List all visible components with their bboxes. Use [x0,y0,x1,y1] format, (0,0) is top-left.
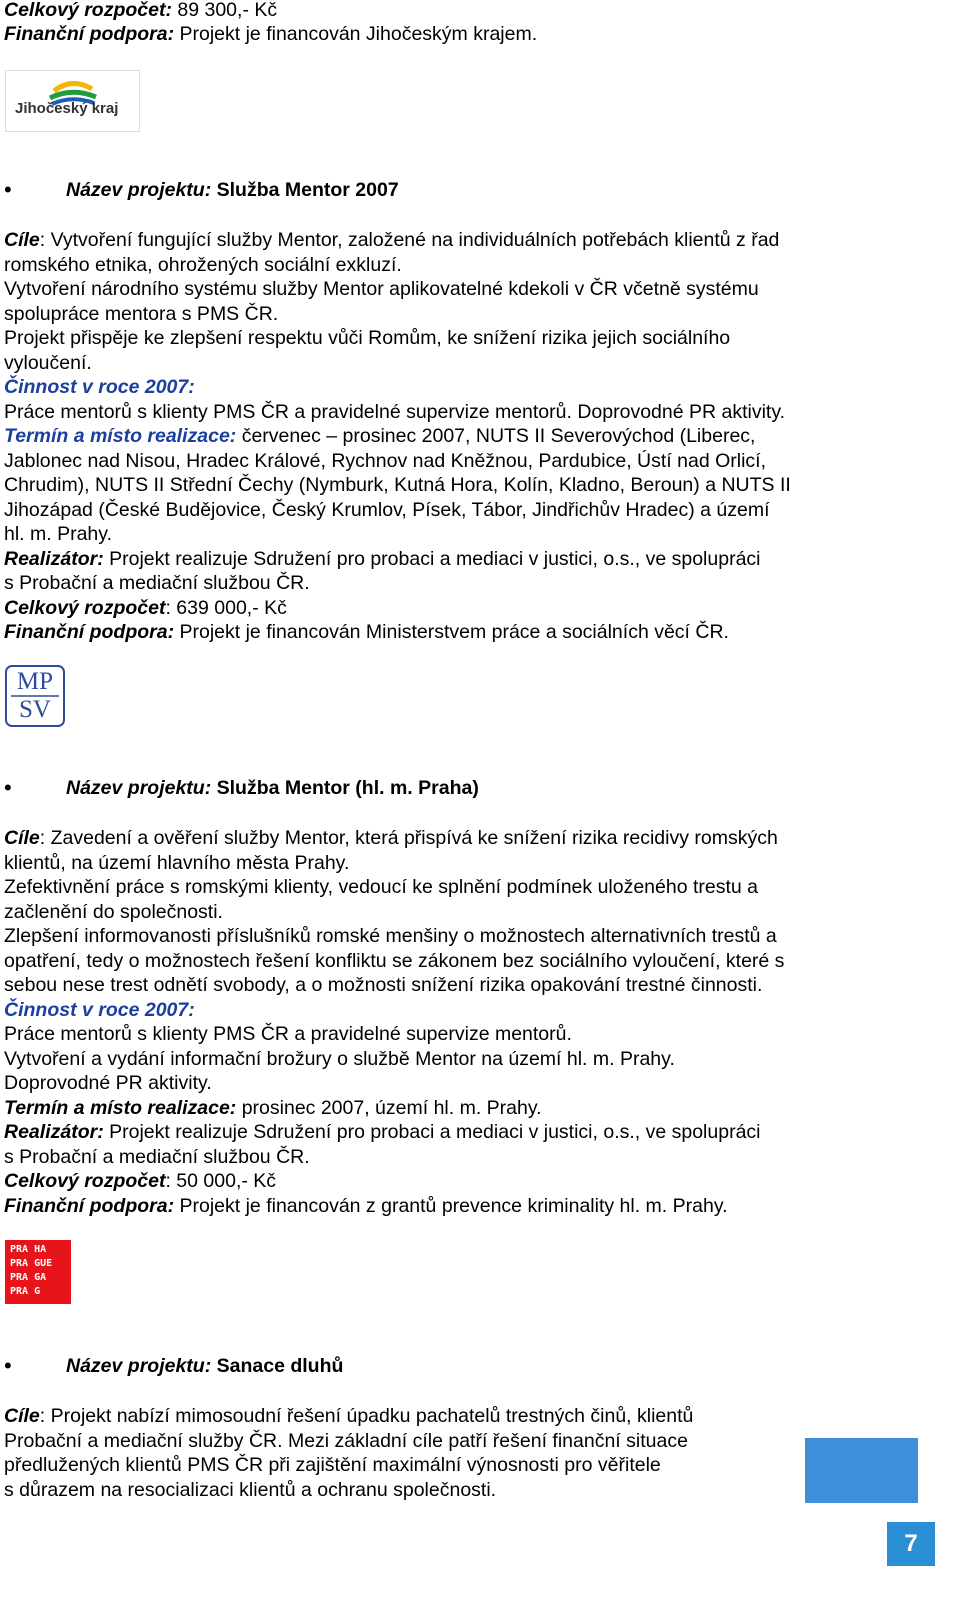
project1-goals: Cíle: Vytvoření fungující služby Mentor, založené na individuálních potřebách klientů z řad [4,229,780,251]
project1-body: Cíle: Vytvoření fungující služby Mentor, založené na individuálních potřebách klientů z řad romského etnika, ohrožených sociální exkluzí. Vytvoření národního systému služby Mentor aplikovatelné kdekoli v ČR včetně systému spolupráce mentora s PMS ČR. Projekt přispěje ke zlepšení respektu vůči Romům, ke snížení rizika jejich sociálního vyloučení. Činnost v roce 2007: Práce mentorů s klienty PMS ČR a pravidelné supervize mentorů. Doprovodné PR aktivity. Termín a místo realizace: červenec – prosinec 2007, NUTS II Severovýchod (Liberec, Jablonec nad Nisou, Hradec Králové, Rychnov nad Kněžnou, Pardubice, Ústí nad Orlicí, Chrudim), NUTS II Střední Čechy (Nymburk, Kutná Hora, Kolín, Kladno, Beroun) a NUTS II Jihozápad (České Budějovice, Český Krumlov, Písek, Tábor, Jindřichův Hradec) a území hl. m. Prahy. Realizátor: Projekt realizuje Sdružení pro probaci a mediaci v justici, o.s., ve spolupráci s Probační a mediační službou ČR. Celkový rozpočet: 639 000,- Kč Finanční podpora: Projekt je financován Ministerstvem práce a sociálních věcí ČR. [4,228,904,645]
page-number: 7 [887,1522,935,1566]
mpsv-logo: MP SV [5,665,65,727]
project2-body: Cíle: Zavedení a ověření služby Mentor, která přispívá ke snížení rizika recidivy romských klientů, na území hlavního města Prahy. Zefektivnění práce s romskými klienty, vedoucí ke splnění podmínek uloženého trestu a začlenění do společnosti. Zlepšení informovanosti příslušníků romské menšiny o možnostech alternativních trestů a opatření, tedy o možnostech řešení konfliktu se zákonem bez sociálního vyloučení, které s sebou nese trest odnětí svobody, a o možnosti snížení rizika opakování trestné činnosti. Činnost v roce 2007: Práce mentorů s klienty PMS ČR a pravidelné supervize mentorů. Vytvoření a vydání informační brožury o službě Mentor na území hl. m. Prahy. Doprovodné PR aktivity. Termín a místo realizace: prosinec 2007, území hl. m. Prahy. Realizátor: Projekt realizuje Sdružení pro probaci a mediaci v justici, o.s., ve spolupráci s Probační a mediační službou ČR. Celkový rozpočet: 50 000,- Kč Finanční podpora: Projekt je financován z grantů prevence kriminality hl. m. Prahy. [4,826,904,1218]
project3-goals: Cíle: Projekt nabízí mimosoudní řešení úpadku pachatelů trestných činů, klientů [4,1405,694,1427]
praha-logo: PRA HA PRA GUE PRA GA PRA G [5,1240,71,1304]
bullet-icon: • [4,1353,12,1378]
intro-support: Finanční podpora: Projekt je financován Jihočeským krajem. [4,23,538,45]
project2-activity-label: Činnost v roce 2007: [4,998,195,1021]
project1-support: Finanční podpora: Projekt je financován Ministerstvem práce a sociálních věcí ČR. [4,621,729,643]
bullet-icon: • [4,177,12,202]
project3-body: Cíle: Projekt nabízí mimosoudní řešení úpadku pachatelů trestných činů, klientů Probační a mediační služby ČR. Mezi základní cíle patří řešení finanční situace předlužených klientů PMS ČR při zajištění maximální výnosnosti pro věřitele s důrazem na resocializaci klientů a ochranu společnosti. [4,1404,904,1502]
project1-activity-label: Činnost v roce 2007: [4,376,195,398]
project2-goals: Cíle: Zavedení a ověření služby Mentor, která přispívá ke snížení rizika recidivy romských [4,827,778,849]
project2-support: Finanční podpora: Projekt je financován z grantů prevence kriminality hl. m. Prahy. [4,1194,728,1217]
project2-budget: Celkový rozpočet: 50 000,- Kč [4,1170,277,1192]
project1-term: Termín a místo realizace: červenec – prosinec 2007, NUTS II Severovýchod (Liberec, [4,425,756,447]
project1-budget: Celkový rozpočet: 639 000,- Kč [4,596,287,619]
decorative-blue-box [805,1438,918,1503]
intro-budget: Celkový rozpočet: 89 300,- Kč [4,0,278,21]
project1-heading: • Název projektu: Služba Mentor 2007 [4,175,904,205]
project1-realizer: Realizátor: Projekt realizuje Sdružení pro probaci a mediaci v justici, o.s., ve spolupráci [4,547,761,570]
bullet-icon: • [4,775,12,800]
project2-realizer: Realizátor: Projekt realizuje Sdružení pro probaci a mediaci v justici, o.s., ve spolupráci [4,1121,761,1143]
project2-heading: • Název projektu: Služba Mentor (hl. m. Praha) [4,773,904,803]
jihocesky-kraj-logo: Jihočeský kraj [5,70,140,132]
project2-term: Termín a místo realizace: prosinec 2007, území hl. m. Prahy. [4,1096,542,1119]
project3-heading: • Název projektu: Sanace dluhů [4,1351,904,1381]
